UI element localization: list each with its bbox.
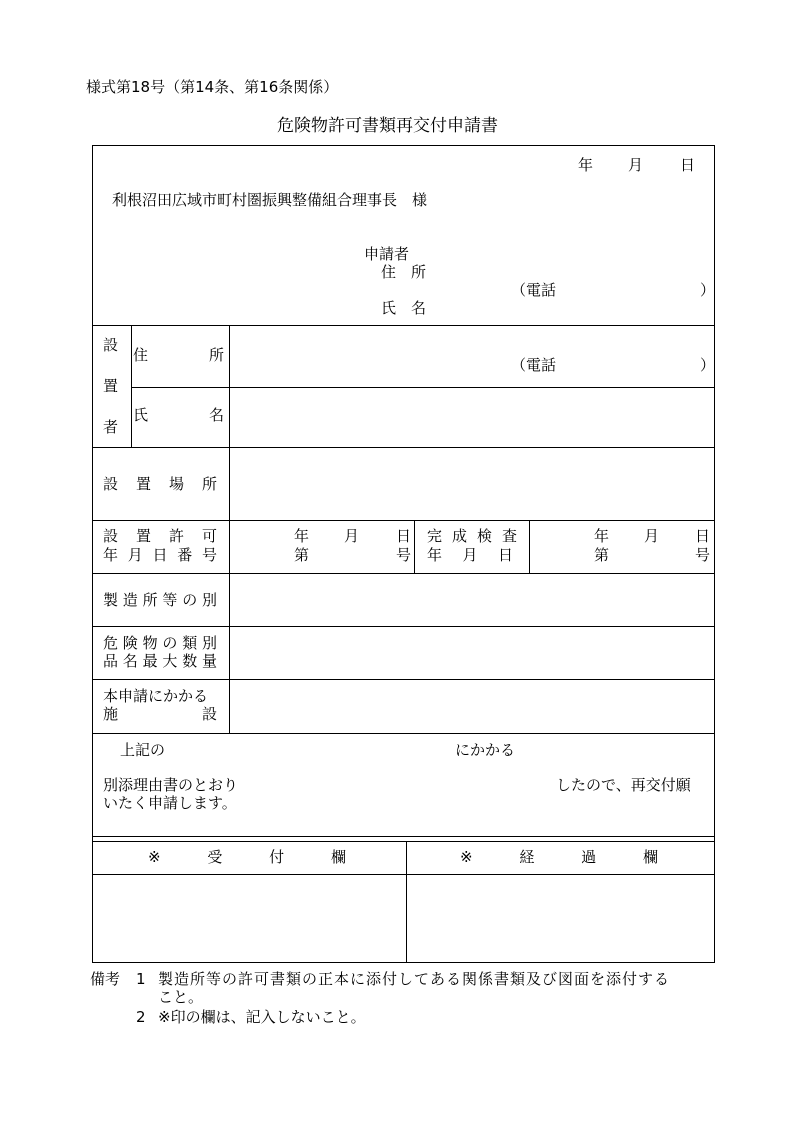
facility-label-line1: 本申請にかかる bbox=[103, 687, 209, 705]
date-month-label: 月 bbox=[628, 156, 644, 174]
divider bbox=[529, 520, 530, 573]
hazmat-label-line2: 品 名 最 大 数 量 bbox=[103, 652, 217, 670]
inspection-number-prefix: 第 bbox=[594, 546, 610, 564]
note-1-text: 製造所等の許可書類の正本に添付してある関係書類及び図面を添付する bbox=[158, 970, 671, 988]
note-2-text: ※印の欄は、記入しないこと。 bbox=[158, 1008, 366, 1026]
divider bbox=[406, 841, 407, 963]
divider bbox=[92, 679, 715, 680]
facility-type-label: 製 造 所 等 の 別 bbox=[103, 591, 217, 609]
divider bbox=[92, 733, 715, 734]
progress-column-header: ※ 経 過 欄 bbox=[460, 848, 658, 866]
inspection-label-line2: 年 月 日 bbox=[427, 546, 513, 564]
installer-phone-open: （電話 bbox=[511, 356, 557, 374]
permit-day: 日 bbox=[396, 527, 412, 545]
divider bbox=[92, 573, 715, 574]
installer-label-char: 者 bbox=[103, 418, 119, 436]
divider bbox=[92, 841, 715, 842]
installer-address-label: 住 所 bbox=[133, 346, 224, 364]
divider bbox=[414, 520, 415, 573]
applicant-address-label: 住 所 bbox=[381, 263, 427, 281]
statement-part5: いたく申請します。 bbox=[103, 794, 237, 812]
facility-label-line2: 施 設 bbox=[103, 705, 217, 723]
note-2-number: 2 bbox=[136, 1008, 146, 1026]
divider bbox=[92, 874, 715, 875]
statement-part2: にかかる bbox=[455, 741, 516, 759]
divider bbox=[131, 387, 715, 388]
permit-number-suffix: 号 bbox=[396, 546, 412, 564]
divider bbox=[92, 447, 715, 448]
notes-label: 備考 bbox=[90, 970, 121, 988]
divider bbox=[92, 520, 715, 521]
divider bbox=[92, 626, 715, 627]
hazmat-label-line1: 危 険 物 の 類 別 bbox=[103, 634, 217, 652]
inspection-number-suffix: 号 bbox=[695, 546, 711, 564]
form-number: 様式第18号（第14条、第16条関係） bbox=[86, 78, 339, 96]
divider bbox=[92, 836, 715, 837]
applicant-heading: 申請者 bbox=[364, 245, 410, 263]
permit-number-prefix: 第 bbox=[294, 546, 310, 564]
statement-part1: 上記の bbox=[120, 741, 166, 759]
note-1-number: 1 bbox=[136, 970, 146, 988]
installer-label-char: 設 bbox=[103, 336, 119, 354]
date-day-label: 日 bbox=[680, 156, 696, 174]
date-year-label: 年 bbox=[578, 156, 594, 174]
applicant-phone-close: ） bbox=[700, 281, 716, 299]
divider bbox=[131, 325, 132, 447]
inspection-month: 月 bbox=[644, 527, 660, 545]
statement-part4: したので、再交付願 bbox=[556, 776, 691, 794]
permit-month: 月 bbox=[344, 527, 360, 545]
applicant-phone-open: （電話 bbox=[511, 281, 557, 299]
reception-column-header: ※ 受 付 欄 bbox=[148, 848, 346, 866]
note-1-text-continued: こと。 bbox=[158, 988, 204, 1006]
page-title: 危険物許可書類再交付申請書 bbox=[277, 116, 498, 136]
installation-location-label: 設 置 場 所 bbox=[103, 475, 217, 493]
inspection-year: 年 bbox=[594, 527, 610, 545]
permit-label-line1: 設 置 許 可 bbox=[103, 527, 217, 545]
inspection-day: 日 bbox=[695, 527, 711, 545]
divider bbox=[92, 325, 715, 326]
inspection-label-line1: 完 成 検 査 bbox=[427, 527, 517, 545]
applicant-name-label: 氏 名 bbox=[381, 299, 427, 317]
installer-name-label: 氏 名 bbox=[133, 406, 224, 424]
divider bbox=[229, 325, 230, 733]
permit-year: 年 bbox=[294, 527, 310, 545]
addressee: 利根沼田広域市町村圏振興整備組合理事長 様 bbox=[112, 191, 428, 209]
installer-label-char: 置 bbox=[103, 377, 119, 395]
installer-phone-close: ） bbox=[700, 356, 716, 374]
permit-label-line2: 年 月 日 番 号 bbox=[103, 546, 217, 564]
statement-part3: 別添理由書のとおり bbox=[103, 776, 239, 794]
